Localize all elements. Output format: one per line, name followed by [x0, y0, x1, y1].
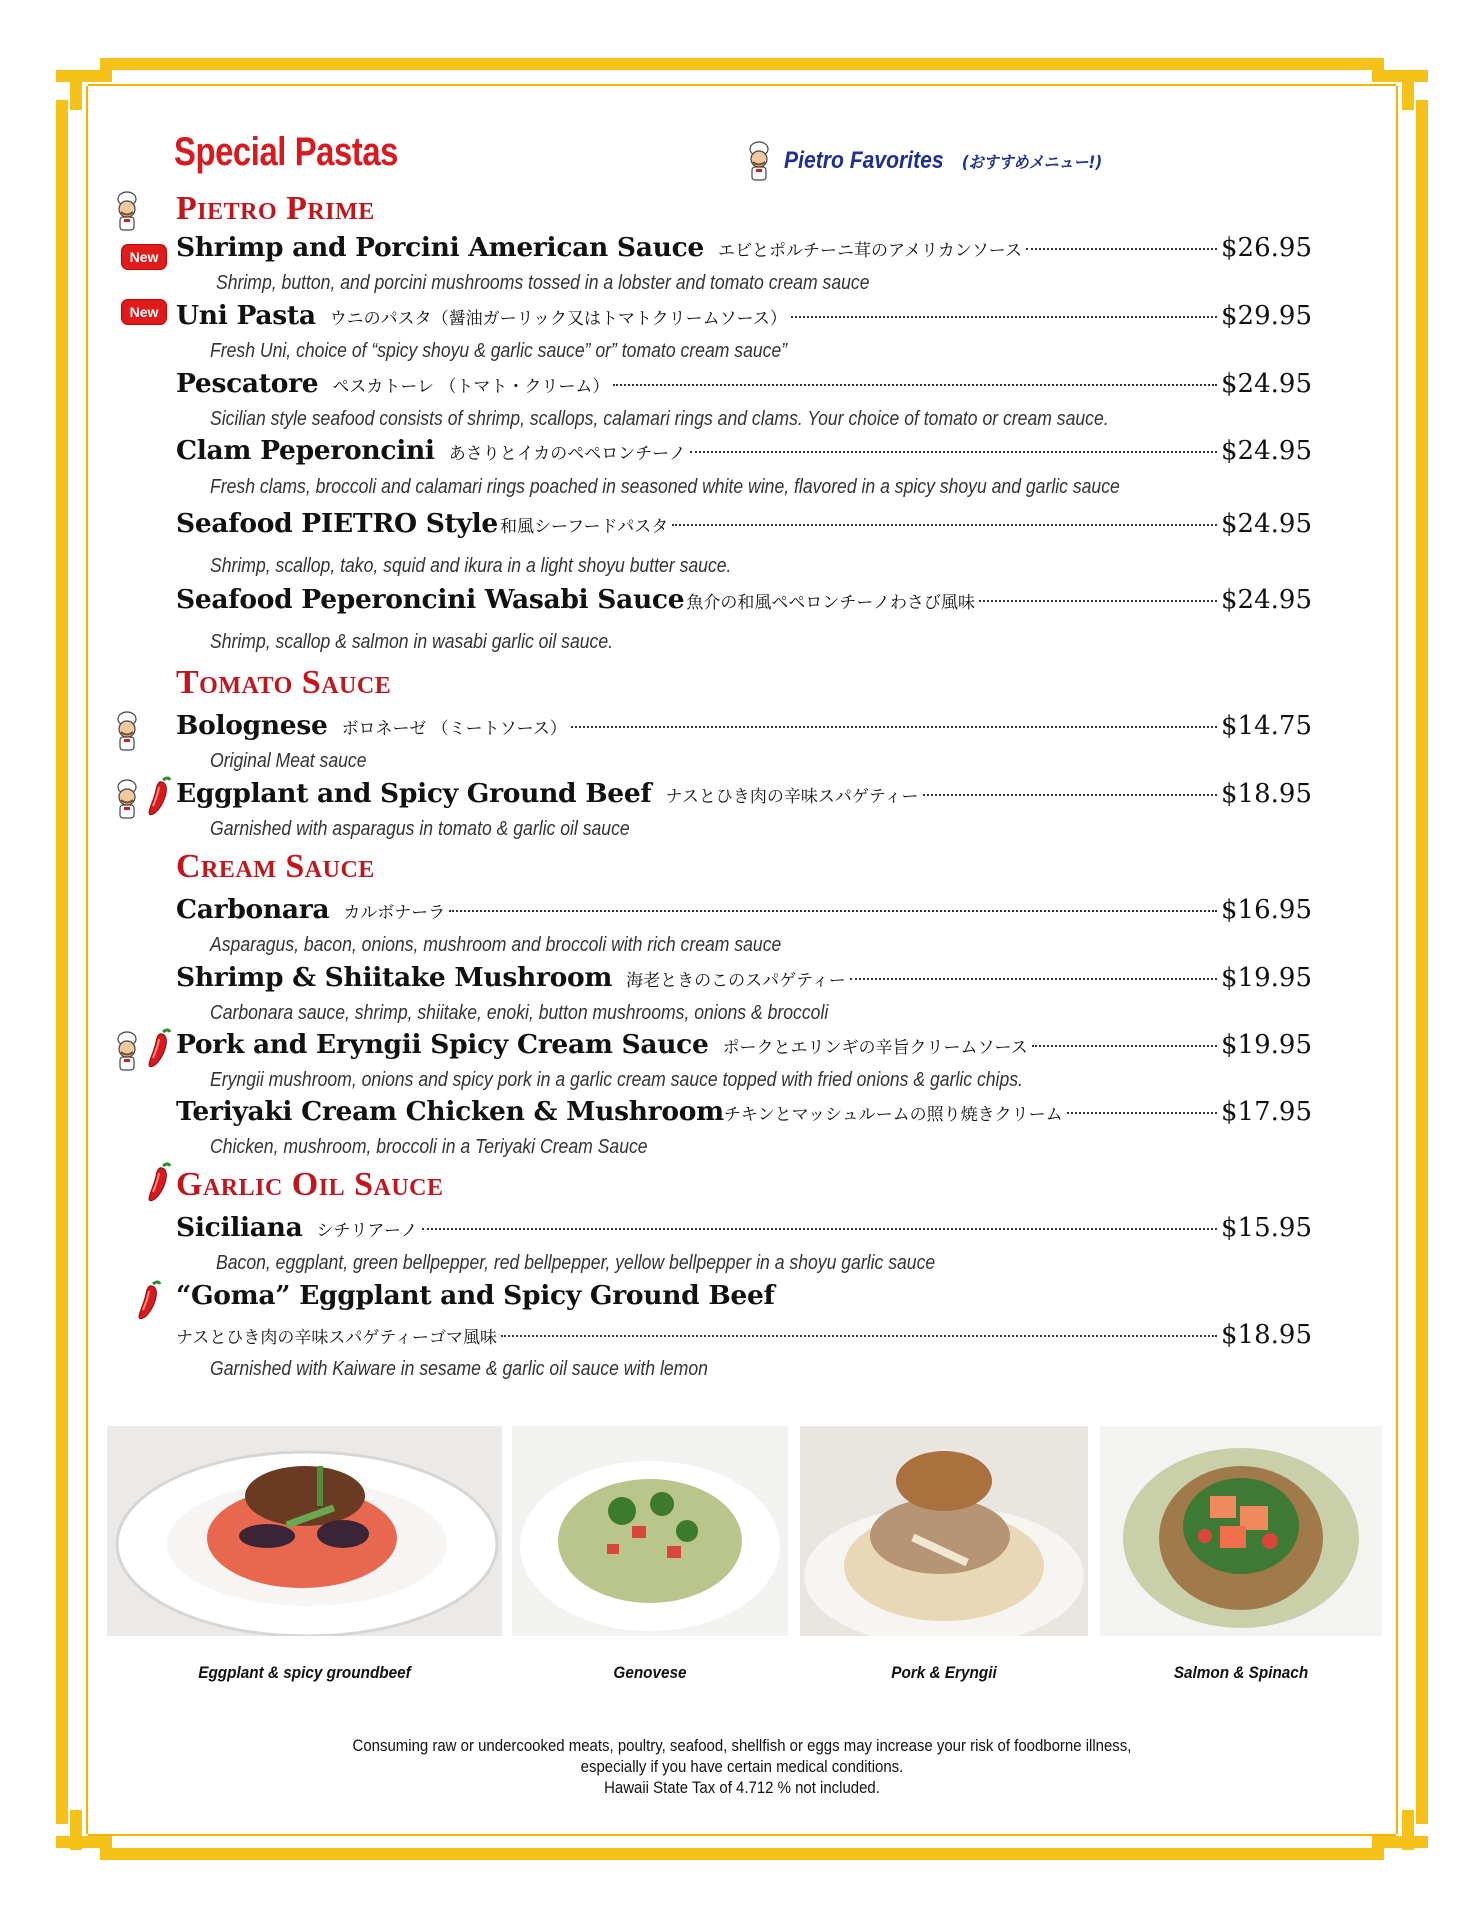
menu-item: [176, 584, 1312, 615]
item-price: $19.95: [1221, 1030, 1312, 1060]
item-name: Bolognese: [176, 710, 328, 741]
item-price: $24.95: [1221, 509, 1312, 539]
photo-caption: Eggplant & spicy groundbeef: [198, 1663, 411, 1682]
new-badge: New: [122, 245, 166, 269]
menu-item: [176, 232, 1312, 263]
item-price: $15.95: [1221, 1213, 1312, 1243]
item-name-jp: 海老ときのこのスパゲティー: [626, 971, 846, 991]
photo-pork-eryngii: [800, 1426, 1088, 1636]
item-description: Original Meat sauce: [210, 750, 367, 772]
item-name: Eggplant and Spicy Ground Beef: [176, 778, 652, 809]
item-name-jp: シチリアーノ: [316, 1221, 418, 1241]
chef-icon: [112, 190, 142, 232]
photo-eggplant-spicy-groundbeef: [107, 1426, 502, 1636]
footer-warning: Consuming raw or undercooked meats, poultry, seafood, shellfish or eggs may increase your risk of foodborne illness,: [352, 1736, 1132, 1755]
photo-caption: Salmon & Spinach: [1173, 1663, 1309, 1682]
new-badge: New: [122, 300, 166, 324]
section-pietro-prime: Pietro Prime: [176, 190, 375, 227]
item-name-jp: 魚介の和風ペペロンチーノわさび風味: [686, 593, 975, 613]
menu-item: [176, 962, 1312, 993]
item-name-jp: ナスとひき肉の辛味スパゲティーゴマ風味: [176, 1328, 497, 1348]
item-description: Shrimp, scallop & salmon in wasabi garlic oil sauce.: [210, 631, 614, 653]
item-description: Carbonara sauce, shrimp, shiitake, enoki, button mushrooms, onions & broccoli: [210, 1002, 829, 1024]
chili-pepper-icon: [146, 774, 172, 818]
item-name: Uni Pasta: [176, 300, 316, 331]
photo-caption: Pork & Eryngii: [891, 1663, 997, 1682]
item-name: Shrimp and Porcini American Sauce: [176, 232, 704, 263]
item-name-jp: エビとポルチーニ茸のアメリカンソース: [718, 241, 1022, 261]
item-name-jp: チキンとマッシュルームの照り焼きクリーム: [723, 1105, 1063, 1125]
chef-icon: [112, 710, 142, 752]
chef-icon: [744, 140, 774, 182]
item-name-jp: 和風シーフードパスタ: [499, 517, 669, 537]
item-price: $18.95: [1221, 779, 1312, 809]
item-name-jp: ボロネーゼ （ミートソース）: [341, 719, 567, 739]
item-name: Teriyaki Cream Chicken & Mushroom: [176, 1096, 724, 1127]
section-tomato-sauce: Tomato Sauce: [176, 664, 392, 701]
photo-salmon-spinach: [1100, 1426, 1382, 1636]
item-description: Garnished with asparagus in tomato & garlic oil sauce: [210, 818, 630, 840]
menu-item: [176, 1320, 1312, 1350]
menu-item: [176, 1096, 1312, 1127]
menu-item: [176, 894, 1312, 925]
item-price: $19.95: [1221, 963, 1312, 993]
footer-warning-cont: especially if you have certain medical conditions.: [580, 1757, 904, 1776]
item-name-jp: カルボナーラ: [343, 903, 446, 923]
item-name: Clam Peperoncini: [176, 435, 435, 466]
item-name-jp: ナスとひき肉の辛味スパゲティー: [665, 787, 919, 807]
item-name: Shrimp & Shiitake Mushroom: [176, 962, 613, 993]
chili-pepper-icon: [136, 1278, 162, 1322]
chili-pepper-icon: [146, 1026, 172, 1070]
item-price: $26.95: [1221, 233, 1312, 263]
item-name-jp: ウニのパスタ（醤油ガーリック又はトマトクリームソース）: [329, 309, 787, 329]
item-description: Bacon, eggplant, green bellpepper, red bellpepper, yellow bellpepper in a shoyu garlic sauce: [216, 1252, 936, 1274]
menu-item: [176, 300, 1312, 331]
item-description: Sicilian style seafood consists of shrimp, scallops, calamari rings and clams. Your choice of tomato or cream sauce.: [210, 408, 1109, 430]
page-title: Special Pastas: [174, 130, 399, 174]
item-description: Shrimp, button, and porcini mushrooms tossed in a lobster and tomato cream sauce: [216, 272, 870, 294]
item-name: “Goma” Eggplant and Spicy Ground Beef: [176, 1280, 775, 1311]
favorites-jp: (おすすめメニュー!): [961, 153, 1103, 173]
item-price: $24.95: [1221, 369, 1312, 399]
menu-item: [176, 1212, 1312, 1243]
item-description: Shrimp, scallop, tako, squid and ikura in a light shoyu butter sauce.: [210, 555, 732, 577]
menu-item: [176, 778, 1312, 809]
item-price: $24.95: [1221, 436, 1312, 466]
item-name: Carbonara: [176, 894, 330, 925]
item-price: $18.95: [1221, 1320, 1312, 1350]
section-garlic-oil-sauce: Garlic Oil Sauce: [176, 1166, 444, 1203]
chef-icon: [112, 1030, 142, 1072]
item-name-jp: ペスカトーレ （トマト・クリーム）: [332, 377, 610, 397]
item-description: Asparagus, bacon, onions, mushroom and broccoli with rich cream sauce: [210, 934, 782, 956]
item-description: Fresh Uni, choice of “spicy shoyu & garlic sauce” or” tomato cream sauce”: [210, 340, 788, 362]
item-price: $29.95: [1221, 301, 1312, 331]
item-price: $16.95: [1221, 895, 1312, 925]
item-description: Eryngii mushroom, onions and spicy pork in a garlic cream sauce topped with fried onions & garlic chips.: [210, 1069, 1023, 1091]
item-name-jp: あさりとイカのペペロンチーノ: [448, 444, 686, 464]
menu-item: [176, 1029, 1312, 1060]
item-name: Seafood PIETRO Style: [176, 508, 498, 539]
footer-tax-note: Hawaii State Tax of 4.712 % not included.: [604, 1778, 880, 1797]
item-name-jp: ポークとエリンギの辛旨クリームソース: [722, 1038, 1028, 1058]
chili-pepper-icon: [146, 1160, 172, 1204]
item-description: Chicken, mushroom, broccoli in a Teriyaki Cream Sauce: [210, 1136, 648, 1158]
favorites-legend: [744, 140, 1146, 182]
item-price: $17.95: [1221, 1097, 1312, 1127]
item-name: Pork and Eryngii Spicy Cream Sauce: [176, 1029, 709, 1060]
item-price: $24.95: [1221, 585, 1312, 615]
menu-item-title: [176, 1280, 1312, 1311]
photo-caption: Genovese: [613, 1663, 687, 1682]
menu-item: [176, 435, 1312, 466]
menu-item: [176, 508, 1312, 539]
item-name: Seafood Peperoncini Wasabi Sauce: [176, 584, 685, 615]
item-name: Pescatore: [176, 368, 319, 399]
photo-genovese: [512, 1426, 788, 1636]
chef-icon: [112, 778, 142, 820]
favorites-label: Pietro Favorites: [784, 147, 944, 174]
item-name: Siciliana: [176, 1212, 303, 1243]
item-price: $14.75: [1221, 711, 1312, 741]
menu-item: [176, 710, 1312, 741]
item-description: Garnished with Kaiware in sesame & garlic oil sauce with lemon: [210, 1358, 708, 1380]
menu-item: [176, 368, 1312, 399]
item-description: Fresh clams, broccoli and calamari rings poached in seasoned white wine, flavored in a spicy shoyu and garlic sauce: [210, 476, 1120, 498]
section-cream-sauce: Cream Sauce: [176, 848, 375, 885]
